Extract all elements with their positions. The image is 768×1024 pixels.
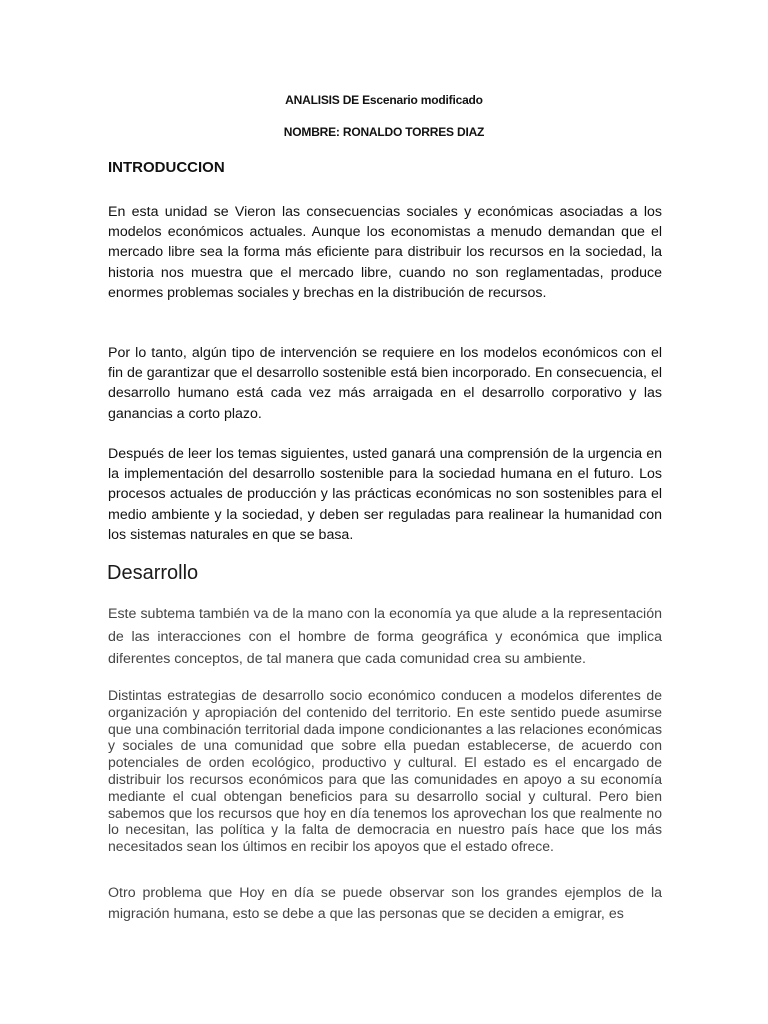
development-paragraph-3: Otro problema que Hoy en día se puede observar son los grandes ejemplos de la migración humana, esto se debe a que las personas que se deciden a emigrar, es (108, 885, 662, 922)
document-author: NOMBRE: RONALDO TORRES DIAZ (283, 125, 485, 139)
intro-paragraph-3: Después de leer los temas siguientes, usted ganará una comprensión de la urgencia en la implementación del desarrollo sostenible para la sociedad humana en el futuro. Los procesos actuales de producción y las prácticas económicas no son sostenibles para el medio ambiente y la sociedad, y deben ser reguladas para realinear la humanidad con los sistemas naturales en que se basa. (108, 446, 662, 543)
intro-heading: INTRODUCCION (108, 159, 225, 176)
development-heading: Desarrollo (107, 562, 199, 584)
document-title: ANALISIS DE Escenario modificado (285, 93, 483, 107)
intro-paragraph-1: En esta unidad se Vieron las consecuencias sociales y económicas asociadas a los modelos económicos actuales. Aunque los economistas a menudo demandan que el mercado libre sea la forma más eficiente para distribuir los recursos en la sociedad, la historia nos muestra que el mercado libre, cuando no son reglamentadas, produce enormes problemas sociales y brechas en la distribución de recursos. (108, 204, 662, 301)
development-paragraph-2: Distintas estrategias de desarrollo socio económico conducen a modelos diferentes de organización y apropiación del contenido del territorio. En este sentido puede asumirse que una combinación territorial dada impone condicionantes a las relaciones económicas y sociales de una comunidad que sobre ella puedan establecerse, de acuerdo con potenciales de orden ecológico, productivo y cultural. El estado es el encargado de distribuir los recursos económicos para que las comunidades en apoyo a su economía mediante el cual obtengan beneficios para su desarrollo social y cultural. Pero bien sabemos que los recursos que hoy en día tenemos los aprovechan los que realmente no lo necesitan, las política y la falta de democracia en nuestro país hace que los más necesitados sean los últimos en recibir los apoyos que el estado ofrece. (108, 687, 662, 855)
intro-paragraph-2: Por lo tanto, algún tipo de intervención se requiere en los modelos económicos con el fin de garantizar que el desarrollo sostenible está bien incorporado. En consecuencia, el desarrollo humano está cada vez más arraigada en el desarrollo corporativo y las ganancias a corto plazo. (108, 345, 662, 422)
development-paragraph-1: Este subtema también va de la mano con la economía ya que alude a la representación de las interacciones con el hombre de forma geográfica y económica que implica diferentes conceptos, de tal manera que cada comunidad crea su ambiente. (108, 606, 662, 667)
